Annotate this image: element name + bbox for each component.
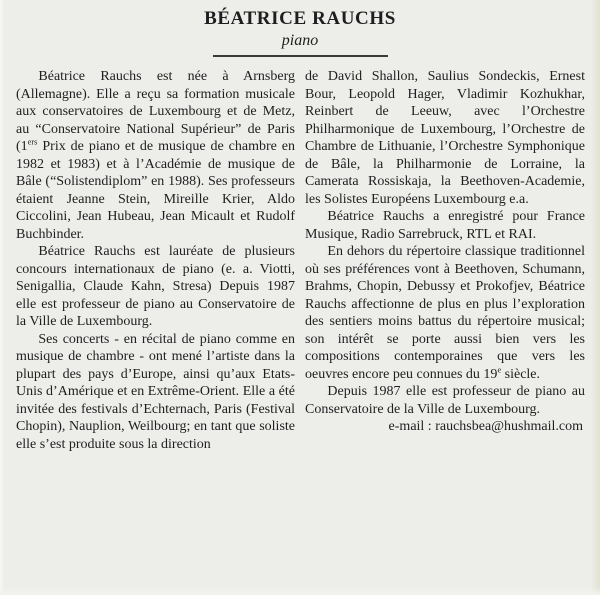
page-subtitle: piano bbox=[281, 32, 319, 49]
scan-edge-bottom bbox=[0, 587, 600, 595]
paragraph bbox=[16, 331, 295, 454]
text-run: Depuis 1987 elle est professeur de piano au Conservatoire de la Ville de Luxembourg. bbox=[305, 384, 585, 417]
text-run: Béatrice Rauchs est née à Arnsberg (Allemagne). Elle a reçu sa formation musicale aux conservatoires de Luxembourg et de Metz, au “Conservatoire National Supérieur” de Paris (1 bbox=[16, 69, 295, 154]
right-column bbox=[305, 68, 585, 453]
paragraph bbox=[16, 68, 295, 243]
paragraph bbox=[305, 68, 585, 208]
paragraph bbox=[305, 418, 585, 436]
page-title: BÉATRICE RAUCHS bbox=[204, 8, 396, 29]
paragraph bbox=[305, 208, 585, 243]
text-run: de David Shallon, Saulius Sondeckis, Ernest Bour, Leopold Hager, Vladimir Kozhukhar, Reinbert de Leeuw, avec l’Orchestre Philharmonique de Luxembourg, l’Orchestre de Chambre de Lithuanie, l’Orchestre Symphonique de Bâle, la Philharmonie de Lorraine, la Camerata Rossiskaja, la Beethoven-Academie, les Solistes Européens Luxembourg e.a. bbox=[305, 69, 585, 207]
text-run: e-mail : rauchsbea@hushmail.com bbox=[388, 419, 583, 434]
title-divider bbox=[213, 55, 388, 57]
paragraph bbox=[305, 243, 585, 383]
superscript-text: e bbox=[497, 364, 502, 374]
text-run: Prix de piano et de musique de chambre en 1982 et 1983) et à l’Académie de musique de Bâle (“Solistendiplom” en 1988). Ses professeurs étaient Jeanne Stein, Mireille Krier, Aldo Ciccolini, Jean Hubeau, Jean Micault et Rudolf Buchbinder. bbox=[16, 139, 295, 242]
left-column bbox=[16, 68, 295, 453]
paragraph bbox=[16, 243, 295, 331]
text-run: En dehors du répertoire classique traditionnel où ses préférences vont à Beethoven, Schumann, Brahms, Chopin, Debussy et Prokofjev, Béatrice Rauchs affectionne de plus en plus l’exploration des sentiers moins battus du répertoire musical; son intérêt se porte aussi bien vers les compositions contemporaines que vers les oeuvres encore peu connues du 19 bbox=[305, 244, 585, 382]
text-run: Béatrice Rauchs a enregistré pour France Musique, Radio Sarrebruck, RTL et RAI. bbox=[305, 209, 585, 242]
text-run: siècle. bbox=[501, 366, 541, 382]
text-run: Ses concerts - en récital de piano comme en musique de chambre - ont mené l’artiste dans la plupart des pays d’Europe, ainsi qu’aux Etats-Unis d’Amérique et en Extrême-Orient. Elle a été invitée des festivals d’Echternach, Paris (Festival Chopin), Nauplion, Weilbourg; en tant que soliste elle s’est produite sous la direction bbox=[16, 331, 295, 452]
text-columns bbox=[0, 68, 600, 453]
text-run: Béatrice Rauchs est lauréate de plusieurs concours internationaux de piano (e. a. Viotti, Senigallia, Claude Kahn, Stresa) Depuis 1987 elle est professeur de piano au Conservatoire de la Ville de Luxembourg. bbox=[16, 244, 295, 329]
paragraph bbox=[305, 383, 585, 418]
page-header bbox=[0, 0, 600, 57]
superscript-text: ers bbox=[27, 137, 38, 147]
